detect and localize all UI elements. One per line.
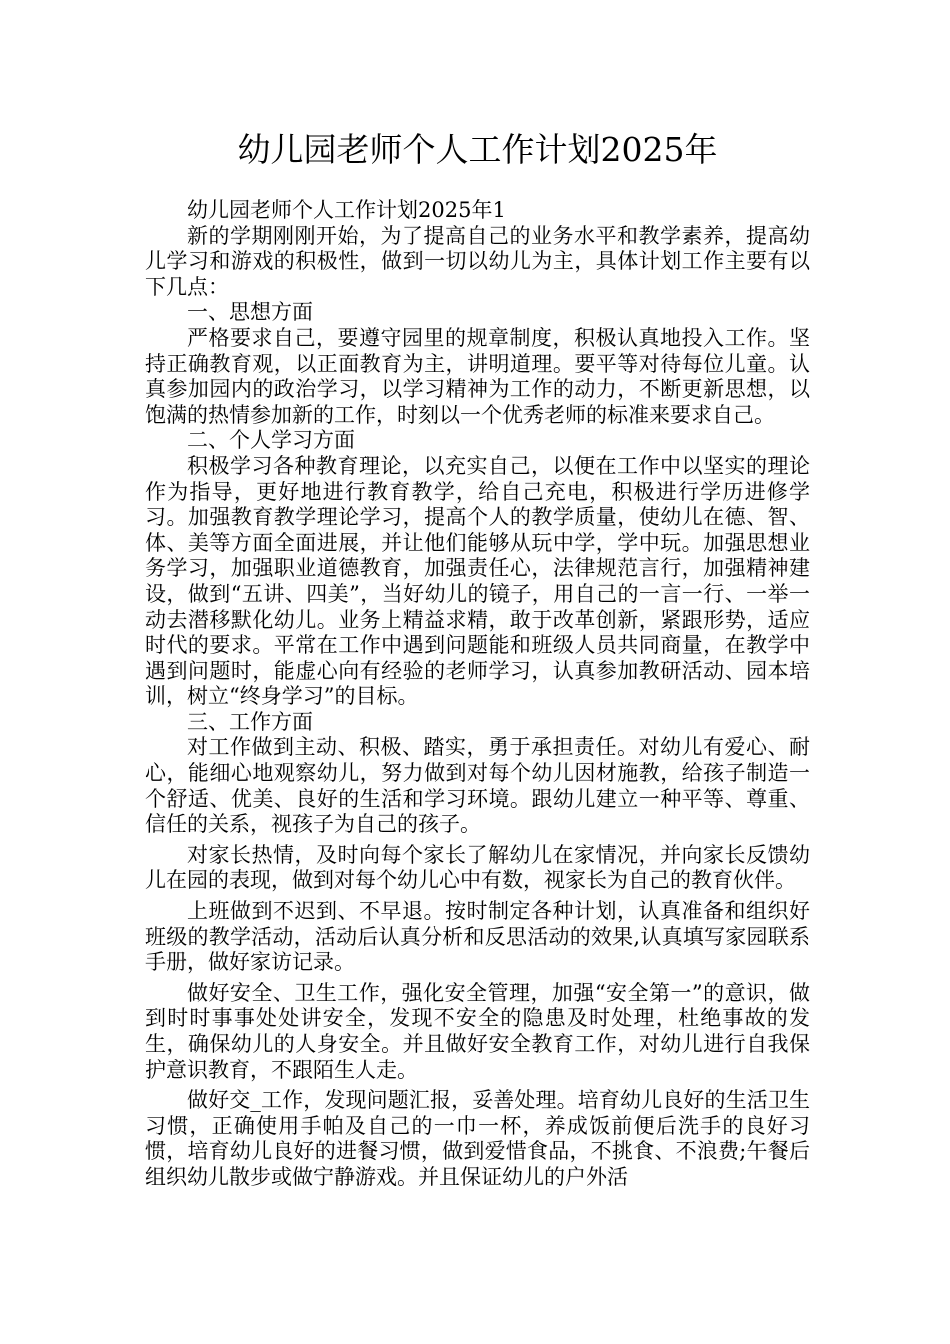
work-paragraph-1: 对工作做到主动、积极、踏实，勇于承担责任。对幼儿有爱心、耐心，能细心地观察幼儿，努力做到对每个幼儿因材施教，给孩子制造一个舒适、优美、良好的生活和学习环境。跟幼儿建立一种平等、尊重、信任的关系，视孩子为自己的孩子。	[145, 735, 810, 837]
section-heading-study: 二、个人学习方面	[187, 428, 355, 453]
subtitle-line: 幼儿园老师个人工作计划2025年1	[187, 198, 506, 222]
section-heading-thought: 一、思想方面	[187, 300, 313, 325]
work-paragraph-4: 做好安全、卫生工作，强化安全管理，加强“安全第一”的意识，做到时时事事处处讲安全，发现不安全的隐患及时处理，杜绝事故的发生，确保幼儿的人身安全。并且做好安全教育工作，对幼儿进行自我保护意识教育，不跟陌生人走。	[145, 980, 810, 1082]
document-body	[145, 198, 810, 1191]
study-paragraph: 积极学习各种教育理论，以充实自己，以便在工作中以坚实的理论作为指导，更好地进行教育教学，给自己充电，积极进行学历进修学习。加强教育教学理论学习，提高个人的教学质量，使幼儿在德、智、体、美等方面全面进展，并让他们能够从玩中学，学中玩。加强思想业务学习，加强职业道德教育，加强责任心，法律规范言行，加强精神建设，做到“五讲、四美”，当好幼儿的镜子，用自己的一言一行、一举一动去潜移默化幼儿。业务上精益求精，敢于改革创新，紧跟形势，适应时代的要求。平常在工作中遇到问题能和班级人员共同商量，在教学中遇到问题时，能虚心向有经验的老师学习，认真参加教研活动、园本培训，树立“终身学习”的目标。	[145, 453, 810, 709]
thought-paragraph: 严格要求自己，要遵守园里的规章制度，积极认真地投入工作。坚持正确教育观，以正面教育为主，讲明道理。要平等对待每位儿童。认真参加园内的政治学习，以学习精神为工作的动力，不断更新思想，以饱满的热情参加新的工作，时刻以一个优秀老师的标准来要求自己。	[145, 325, 810, 427]
work-paragraph-2: 对家长热情，及时向每个家长了解幼儿在家情况，并向家长反馈幼儿在园的表现，做到对每个幼儿心中有数，视家长为自己的教育伙伴。	[145, 842, 810, 893]
document-title: 幼儿园老师个人工作计划2025年	[237, 130, 718, 169]
work-paragraph-5: 做好交_工作，发现问题汇报，妥善处理。培育幼儿良好的生活卫生习惯，正确使用手帕及自己的一巾一杯，养成饭前便后洗手的良好习惯，培育幼儿良好的进餐习惯，做到爱惜食品，不挑食、不浪费;午餐后组织幼儿散步或做宁静游戏。并且保证幼儿的户外活	[145, 1088, 810, 1189]
intro-paragraph: 新的学期刚刚开始，为了提高自己的业务水平和教学素养，提高幼儿学习和游戏的积极性，做到一切以幼儿为主，具体计划工作主要有以下几点：	[145, 223, 810, 299]
document-page	[145, 128, 810, 1191]
work-paragraph-3: 上班做到不迟到、不早退。按时制定各种计划，认真准备和组织好班级的教学活动，活动后认真分析和反思活动的效果,认真填写家园联系手册，做好家访记录。	[145, 899, 810, 975]
section-heading-work: 三、工作方面	[187, 709, 313, 734]
